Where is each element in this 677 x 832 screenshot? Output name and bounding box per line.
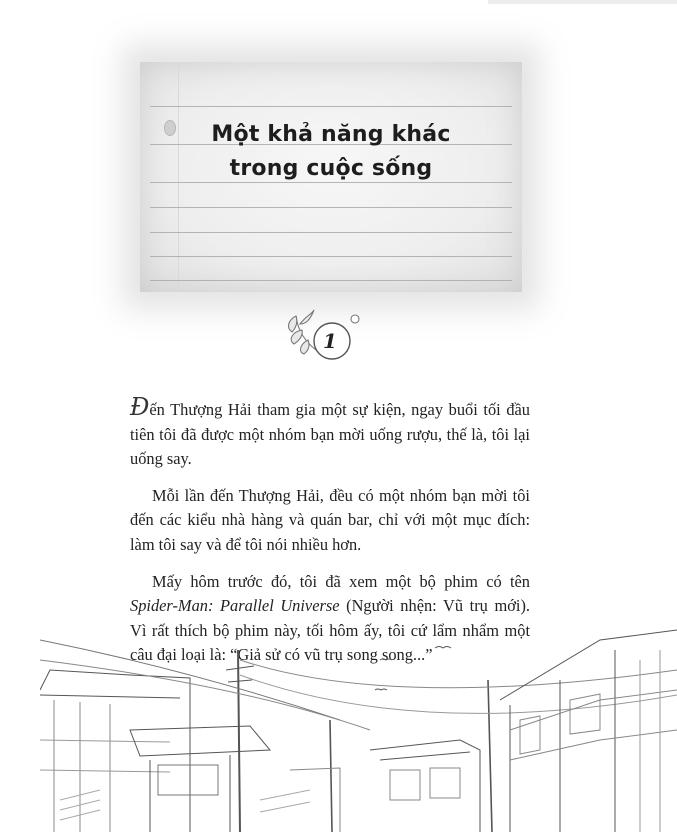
drop-cap: Đ (130, 393, 150, 421)
top-edge-bar (488, 0, 677, 4)
chapter-title (140, 118, 522, 186)
chapter-title-line-2: trong cuộc sống (229, 156, 433, 181)
paper-rule-line (150, 106, 512, 107)
paper-rule-line (150, 280, 512, 281)
paper-rule-line (150, 207, 512, 208)
paper-rule-line (150, 256, 512, 257)
paragraph-3-text-a: Mấy hôm trước đó, tôi đã xem một bộ phim có tên (152, 571, 530, 591)
street-sketch-illustration (40, 600, 677, 832)
chapter-number: 1 (323, 329, 337, 353)
paragraph-1-text: ến Thượng Hải tham gia một sự kiện, ngay buổi tối đầu tiên tôi đã được một nhóm bạn mời uống rượu, thế là, tôi lại uống say. (130, 400, 530, 469)
paper-rule-line (150, 232, 512, 233)
chapter-title-line-1: Một khả năng khác (211, 122, 451, 147)
paragraph-3-text-b: (Người nhện: Vũ trụ mới). Vì rất thích bộ phim này, tối hôm ấy, tôi cứ lẩm nhẩm một câu đại loại là: “Giả sử có vũ trụ song song...” (130, 596, 530, 665)
paragraph-1 (130, 393, 530, 472)
paragraph-2: Mỗi lần đến Thượng Hải, đều có một nhóm bạn mời tôi đến các kiểu nhà hàng và quán bar, chỉ với một mục đích: làm tôi say và để tôi nói nhiều hơn. (130, 485, 530, 554)
film-title: Spider-Man: Parallel Universe (130, 596, 340, 616)
